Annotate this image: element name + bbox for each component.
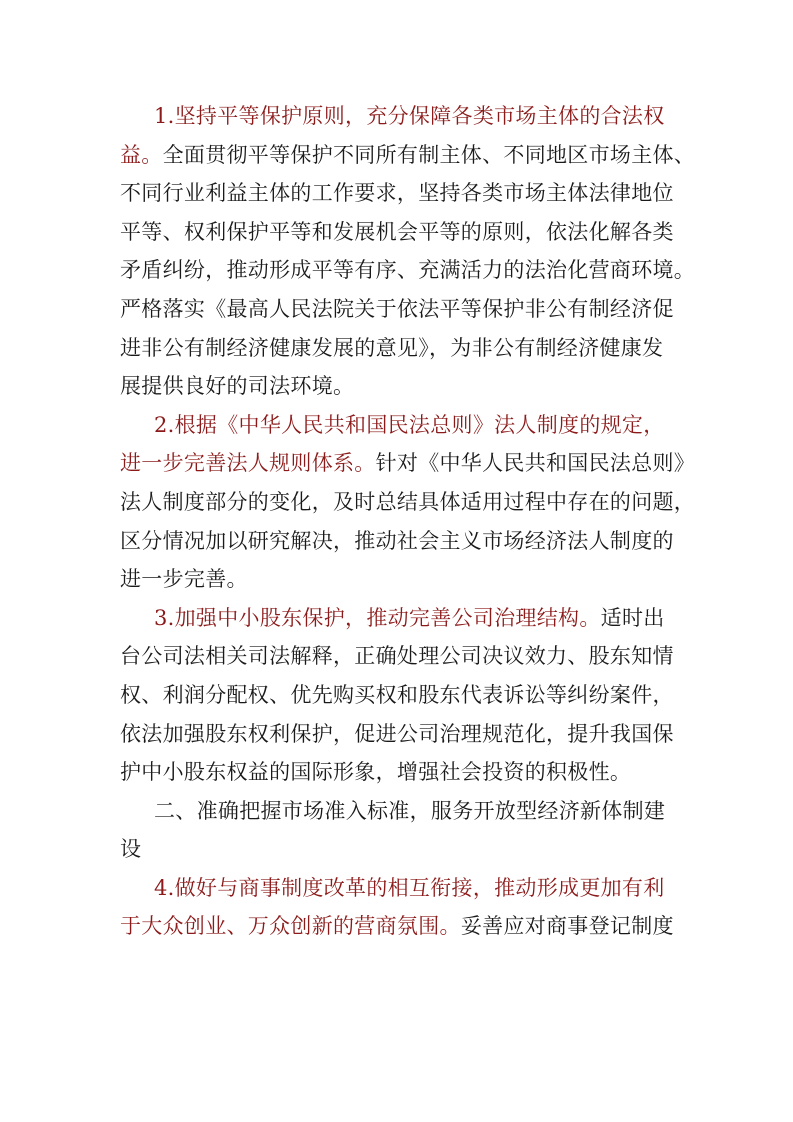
highlighted-heading-text: 2.根据《中华人民共和国民法总则》法人制度的规定，	[154, 412, 665, 437]
text-line	[120, 869, 675, 908]
text-line	[120, 406, 675, 445]
body-text: 进一步完善。	[120, 567, 248, 592]
text-line	[120, 367, 675, 406]
body-text: 设	[120, 837, 142, 862]
highlighted-heading-text: 3.加强中小股东保护，推动完善公司治理结构。	[154, 605, 601, 630]
paragraph-p1	[120, 97, 696, 406]
text-line	[120, 251, 696, 290]
text-line	[120, 560, 675, 599]
body-text: 台公司法相关司法解释，正确处理公司决议效力、股东知情	[120, 644, 674, 669]
body-text: 权、利润分配权、优先购买权和股东代表诉讼等纠纷案件，	[120, 682, 674, 707]
highlighted-heading-text: 4.做好与商事制度改革的相互衔接，推动形成更加有利	[154, 875, 665, 900]
body-text: 二、准确把握市场准入标准，服务开放型经济新体制建	[154, 798, 666, 823]
body-text: 适时出	[600, 605, 665, 630]
body-text: 矛盾纠纷，推动形成平等有序、充满活力的法治化营商环境。	[120, 258, 696, 283]
highlighted-heading-text: 进一步完善法人规则体系。	[120, 451, 376, 476]
text-line	[120, 290, 675, 329]
text-line	[120, 830, 675, 869]
text-line	[120, 483, 696, 522]
body-text: 不同行业利益主体的工作要求，坚持各类市场主体法律地位	[120, 181, 674, 206]
body-text: 进非公有制经济健康发展的意见》，为非公有制经济健康发	[120, 335, 664, 360]
text-line	[120, 637, 675, 676]
paragraph-p2	[120, 406, 696, 599]
body-text: 妥善应对商事登记制度	[460, 914, 674, 939]
text-line	[120, 174, 675, 213]
text-line	[120, 97, 675, 136]
body-text: 平等、权利保护平等和发展机会平等的原则，依法化解各类	[120, 219, 674, 244]
paragraph-p5	[120, 869, 675, 946]
paragraph-p3	[120, 599, 675, 792]
document-page	[120, 97, 696, 946]
paragraph-p4	[120, 792, 675, 869]
highlighted-heading-text: 于大众创业、万众创新的营商氛围。	[120, 914, 461, 939]
text-line	[120, 329, 675, 368]
text-line	[120, 599, 675, 638]
body-text: 全面贯彻平等保护不同所有制主体、不同地区市场主体、	[162, 142, 696, 167]
text-line	[120, 792, 675, 831]
highlighted-heading-text: 益。	[120, 142, 163, 167]
body-text: 区分情况加以研究解决，推动社会主义市场经济法人制度的	[120, 528, 674, 553]
text-line	[120, 522, 675, 561]
body-text: 法人制度部分的变化，及时总结具体适用过程中存在的问题，	[120, 489, 696, 514]
body-text: 护中小股东权益的国际形象，增强社会投资的积极性。	[120, 760, 632, 785]
text-line	[120, 753, 675, 792]
body-text: 依法加强股东权利保护，促进公司治理规范化，提升我国保	[120, 721, 674, 746]
body-text: 展提供良好的司法环境。	[120, 374, 355, 399]
text-line	[120, 444, 696, 483]
text-line	[120, 676, 675, 715]
text-line	[120, 136, 696, 175]
highlighted-heading-text: 1.坚持平等保护原则，充分保障各类市场主体的合法权	[154, 104, 665, 128]
text-line	[120, 213, 675, 252]
text-line	[120, 715, 675, 754]
body-text: 针对《中华人民共和国民法总则》	[375, 451, 696, 476]
body-text: 严格落实《最高人民法院关于依法平等保护非公有制经济促	[120, 296, 674, 321]
text-line	[120, 907, 675, 946]
